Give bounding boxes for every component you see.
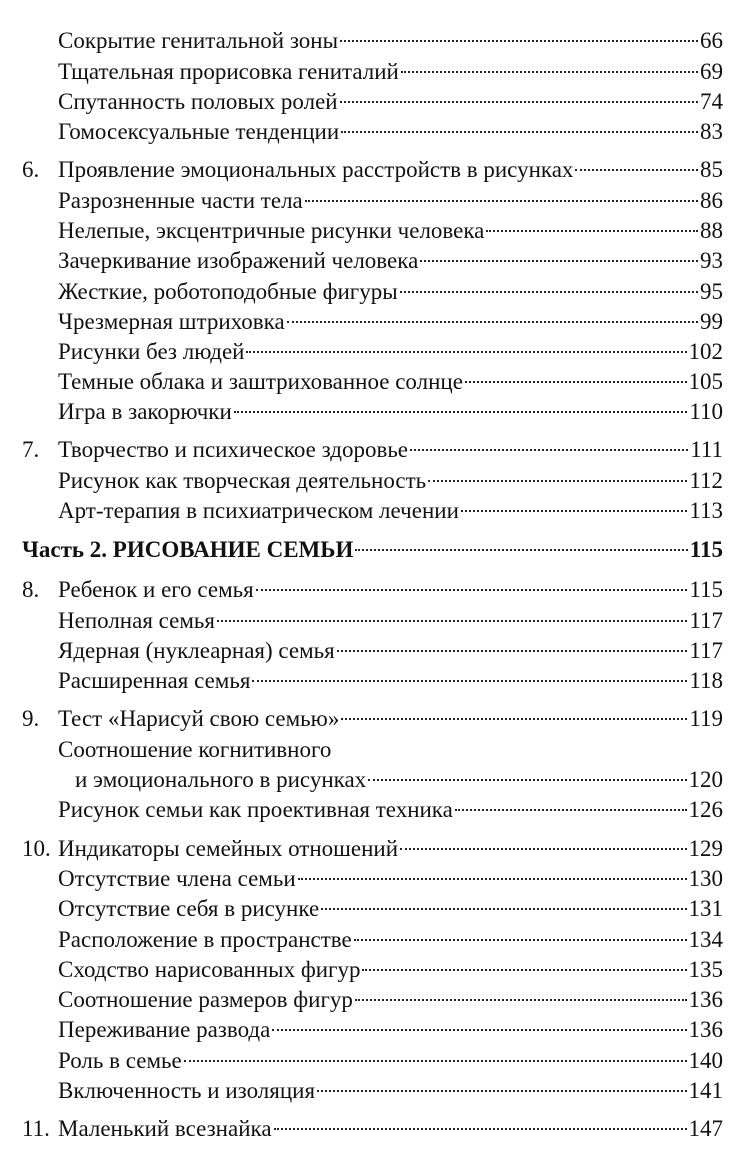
- dot-leader: [256, 589, 688, 591]
- page-number: 118: [689, 668, 723, 693]
- dot-leader: [362, 969, 686, 971]
- dot-leader: [217, 620, 687, 622]
- page-number: 69: [700, 59, 723, 84]
- dot-leader: [401, 71, 698, 73]
- toc-entry: [0, 337, 747, 367]
- toc-entry: [0, 666, 747, 696]
- dot-leader: [274, 1128, 687, 1130]
- dot-leader: [400, 291, 698, 293]
- dot-leader: [340, 40, 698, 42]
- entry-title: Отсутствие себя в рисунке: [58, 896, 320, 921]
- entry-title: Маленький всезнайка: [58, 1116, 272, 1141]
- toc-entry: [0, 277, 747, 307]
- entry-title: Сходство нарисованных фигур: [58, 957, 361, 982]
- chapter-number: 8.: [22, 577, 40, 602]
- page-number: 66: [700, 28, 723, 53]
- dot-leader: [287, 321, 698, 323]
- page-number: 105: [688, 369, 723, 394]
- entry-title: Расширенная семья: [58, 668, 251, 693]
- entry-title: Зачеркивание изображений человека: [58, 248, 419, 273]
- toc-entry: [0, 216, 747, 246]
- entry-title: Ребенок и его семья: [58, 577, 254, 602]
- page-number: 117: [689, 608, 723, 633]
- entry-title: Сокрытие генитальной зоны: [58, 28, 339, 53]
- toc-entry: [0, 535, 747, 565]
- dot-leader: [354, 939, 687, 941]
- toc-entry: [0, 864, 747, 894]
- page-number: 147: [688, 1116, 723, 1141]
- toc-entry: [0, 397, 747, 427]
- dot-leader: [298, 878, 687, 880]
- chapter-number: 6.: [22, 157, 40, 182]
- page-number: 136: [688, 1017, 723, 1042]
- page-number: 99: [700, 309, 723, 334]
- page-number: 126: [688, 797, 723, 822]
- entry-title: Игра в закорючки: [58, 399, 232, 424]
- entry-title: Тест «Нарисуй свою семью»: [58, 706, 340, 731]
- page-number: 88: [700, 218, 723, 243]
- page-number: 93: [700, 248, 723, 273]
- entry-title: Тщательная прорисовка гениталий: [58, 59, 399, 84]
- dot-leader: [246, 351, 686, 353]
- toc-entry: [0, 925, 747, 955]
- entry-title: Соотношение когнитивного: [58, 737, 332, 762]
- dot-leader: [272, 1029, 686, 1031]
- dot-leader: [486, 230, 698, 232]
- dot-leader: [337, 650, 688, 652]
- page-number: 141: [688, 1078, 723, 1103]
- toc-entry: [0, 186, 747, 216]
- toc-entry: [0, 367, 747, 397]
- dot-leader: [355, 549, 687, 551]
- entry-title: и эмоционального в рисунках: [75, 767, 367, 792]
- entry-title: Расположение в пространстве: [58, 927, 352, 952]
- toc-entry: [0, 955, 747, 985]
- toc-entry: [0, 834, 747, 864]
- dot-leader: [428, 480, 687, 482]
- chapter-number: 10.: [22, 836, 51, 861]
- chapter-number: 7.: [22, 437, 40, 462]
- entry-title: Нелепые, эксцентричные рисунки человека: [58, 218, 485, 243]
- dot-leader: [465, 381, 687, 383]
- dot-leader: [305, 200, 698, 202]
- entry-title: Арт-терапия в психиатрическом лечении: [58, 498, 459, 523]
- entry-title: Ядерная (нуклеарная) семья: [58, 638, 335, 663]
- dot-leader: [455, 809, 687, 811]
- toc-entry: [0, 1046, 747, 1076]
- page-number: 85: [700, 157, 723, 182]
- entry-title: Разрозненные части тела: [58, 188, 303, 213]
- dot-leader: [252, 680, 687, 682]
- entry-title: Рисунки без людей: [58, 339, 245, 364]
- page-number: 134: [688, 927, 723, 952]
- toc-entry: [0, 606, 747, 636]
- page-number: 115: [689, 577, 723, 602]
- entry-title: Индикаторы семейных отношений: [58, 836, 399, 861]
- toc-entry: [0, 87, 747, 117]
- toc-entry: [0, 496, 747, 526]
- chapter-number: 11.: [22, 1116, 50, 1141]
- toc-entry: [0, 1114, 747, 1144]
- page-number: 102: [688, 339, 723, 364]
- toc-entry: [0, 307, 747, 337]
- toc-entry: [0, 57, 747, 87]
- toc-entry: [0, 795, 747, 825]
- entry-title: Переживание развода: [58, 1017, 271, 1042]
- toc-entry: [0, 435, 747, 465]
- toc-entry: [0, 894, 747, 924]
- entry-title: Роль в семье: [58, 1048, 182, 1073]
- toc-entry: [0, 985, 747, 1015]
- dot-leader: [234, 411, 688, 413]
- page-number: 110: [689, 399, 723, 424]
- dot-leader: [341, 131, 698, 133]
- dot-leader: [368, 779, 686, 781]
- page-number: 112: [689, 468, 723, 493]
- page-number: 95: [700, 279, 723, 304]
- page-number: 113: [689, 498, 723, 523]
- entry-title: Часть 2. РИСОВАНИЕ СЕМЬИ: [22, 537, 354, 562]
- entry-title: Неполная семья: [58, 608, 215, 633]
- page-number: 135: [688, 957, 723, 982]
- toc-entry: [0, 246, 747, 276]
- page-number: 86: [700, 188, 723, 213]
- entry-title: Рисунок семьи как проективная техника: [58, 797, 453, 822]
- dot-leader: [341, 718, 687, 720]
- page-number: 119: [689, 706, 723, 731]
- dot-leader: [400, 848, 686, 850]
- toc-entry: [0, 466, 747, 496]
- page-number: 83: [700, 119, 723, 144]
- dot-leader: [355, 999, 687, 1001]
- dot-leader: [575, 169, 698, 171]
- entry-title: Отсутствие члена семьи: [58, 866, 296, 891]
- dot-leader: [420, 260, 698, 262]
- page-number: 136: [688, 987, 723, 1012]
- toc-entry: [0, 1015, 747, 1045]
- toc-entry: [0, 765, 747, 795]
- dot-leader: [340, 101, 698, 103]
- page-number: 129: [688, 836, 723, 861]
- page-number: 117: [689, 638, 723, 663]
- entry-title: Гомосексуальные тенденции: [58, 119, 340, 144]
- page-number: 74: [700, 89, 723, 114]
- toc-entry: [0, 1076, 747, 1106]
- page-number: 140: [688, 1048, 723, 1073]
- toc-entry: [0, 575, 747, 605]
- entry-title: Включенность и изоляция: [58, 1078, 316, 1103]
- entry-title: Соотношение размеров фигур: [58, 987, 353, 1012]
- toc-entry: [0, 26, 747, 56]
- toc-entry: [0, 735, 747, 765]
- entry-title: Темные облака и заштрихованное солнце: [58, 369, 463, 394]
- page-number: 120: [688, 767, 723, 792]
- page-number: 131: [688, 896, 723, 921]
- page-number: 130: [688, 866, 723, 891]
- dot-leader: [410, 449, 688, 451]
- page-number: 111: [690, 437, 723, 462]
- entry-title: Рисунок как творческая деятельность: [58, 468, 427, 493]
- toc-entry: [0, 155, 747, 185]
- dot-leader: [184, 1060, 687, 1062]
- entry-title: Жесткие, роботоподобные фигуры: [58, 279, 398, 304]
- entry-title: Творчество и психическое здоровье: [58, 437, 409, 462]
- entry-title: Чрезмерная штриховка: [58, 309, 285, 334]
- toc-entry: [0, 636, 747, 666]
- dot-leader: [321, 908, 686, 910]
- dot-leader: [317, 1090, 686, 1092]
- entry-title: Проявление эмоциональных расстройств в рисунках: [58, 157, 574, 182]
- dot-leader: [461, 510, 687, 512]
- entry-title: Спутанность половых ролей: [58, 89, 338, 114]
- toc-entry: [0, 117, 747, 147]
- toc-entry: [0, 704, 747, 734]
- chapter-number: 9.: [22, 706, 40, 731]
- page-number: 115: [689, 537, 723, 562]
